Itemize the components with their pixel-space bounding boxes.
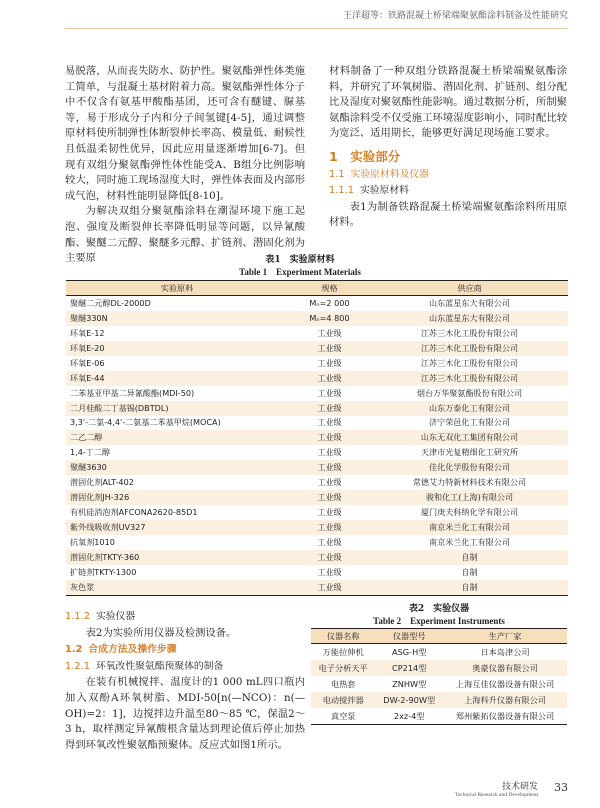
journal-name-en: Technical Research and Development xyxy=(454,792,538,798)
table2-caption-en: Table 2 Experiment Instruments xyxy=(373,616,505,626)
table-cell: 万能拉伸机 xyxy=(322,647,364,657)
subsubsection-number: 1.2.1 xyxy=(65,660,90,672)
table-cell: 南京米兰化工有限公司 xyxy=(371,520,568,535)
table-cell: 江苏三木化工股份有限公司 xyxy=(420,357,519,368)
table-cell: 工业级 xyxy=(288,341,371,356)
journal-footer xyxy=(455,779,538,798)
table-cell: 潜固化剂ALT-402 xyxy=(70,477,134,488)
subsubsection-title: 环氧改性聚氨酯预聚体的制备 xyxy=(95,660,224,672)
subsection-title: 合成方法及操作步骤 xyxy=(88,644,177,656)
subsection-heading xyxy=(329,167,567,183)
paragraph: 表1为制备铁路混凝土桥梁端聚氨酯涂料所用原材料。 xyxy=(329,200,567,229)
table-row xyxy=(66,356,568,371)
table-cell: 天津市光复精细化工研究所 xyxy=(420,447,519,458)
table-cell: 上海互佳仪器设备有限公司 xyxy=(455,679,555,689)
table-row xyxy=(66,505,568,520)
instruments-table xyxy=(311,628,567,725)
table-header-row xyxy=(66,281,568,296)
table-cell: 工业级 xyxy=(288,580,371,595)
table-cell: Mₙ=2 000 xyxy=(309,298,350,309)
running-header: 王洋超等：铁路混凝土桥梁端聚氨酯涂料制备及性能研究 xyxy=(342,11,568,21)
paragraph: 材料制备了一种双组分铁路混凝土桥梁端聚氨酯涂料，并研究了环氧树脂、潜固化剂、扩链剂、组分配比及湿度对聚氨酯性能影响。通过数据分析，所制聚氨酯涂料受不仅受施工环境湿度影响小，同时配比较为宽泛、适用期长，能够更好满足现场施工要求。 xyxy=(329,65,567,140)
table-cell: 有机硅消泡剂AFCONA2620-85D1 xyxy=(70,507,198,518)
subsubsection-heading xyxy=(65,659,305,675)
column-header: 供应商 xyxy=(371,281,568,296)
table-row xyxy=(311,708,567,725)
table-row xyxy=(66,326,568,341)
subsubsection-heading xyxy=(65,609,305,625)
table-cell: 骏和化工(上海)有限公司 xyxy=(371,490,568,505)
table-cell: 工业级 xyxy=(288,490,371,505)
materials-table xyxy=(66,280,568,596)
table-cell: 聚醚二元醇DL-2000D xyxy=(70,297,151,308)
table-row xyxy=(66,475,568,490)
table-cell: 潜固化剂JH-326 xyxy=(66,490,288,505)
table2-caption-zh: 表2 实验仪器 xyxy=(408,604,470,614)
table-cell: 自制 xyxy=(461,566,478,577)
table-cell: 工业级 xyxy=(288,430,371,445)
table-row xyxy=(66,416,568,431)
table-cell: 灰色浆 xyxy=(66,580,288,595)
table-row xyxy=(311,692,567,708)
subsection-heading xyxy=(65,642,305,658)
table-row xyxy=(66,311,568,326)
column-header: 仪器型号 xyxy=(375,629,443,644)
table-cell: 电子分析天平 xyxy=(311,660,375,676)
table-cell: 二乙二醇 xyxy=(66,430,288,445)
table-row xyxy=(66,580,568,595)
table-cell: 工业级 xyxy=(317,477,342,488)
table-cell: 环氧E-12 xyxy=(70,327,105,338)
table-row xyxy=(311,660,567,676)
table-cell: Mₙ=4 800 xyxy=(288,311,371,326)
table-cell: 二苯基亚甲基二异氰酸酯(MDI-50) xyxy=(70,387,195,398)
table-cell: 环氧E-06 xyxy=(70,357,105,368)
table-cell: 江苏三木化工股份有限公司 xyxy=(371,371,568,386)
table-row xyxy=(66,565,568,580)
journal-name: 技术研发 xyxy=(501,782,538,792)
table1-caption-zh: 表1 实验原材料 xyxy=(265,255,335,265)
table-cell: 工业级 xyxy=(317,387,342,398)
table-cell: 聚醚3630 xyxy=(66,460,288,475)
subsubsection-title: 实验原材料 xyxy=(359,185,409,197)
section-number: 1 xyxy=(329,148,338,164)
table-row xyxy=(66,296,568,311)
column-header: 生产厂家 xyxy=(443,629,567,644)
table-cell: 佳化化学股份有限公司 xyxy=(371,460,568,475)
right-column xyxy=(329,64,567,231)
paragraph: 在装有机械搅拌、温度计的1 000 mL四口瓶内加入双酚A环氧树脂、MDI-50[n(—NCO)：n(—OH)=2：1]，边搅拌边升温至80～85 ℃，保温2～3 h，取样测定异氰酸根含量达到理论值后停止加热得到环氧改性聚氨酯预聚体。反应式如图1所示。 xyxy=(65,676,305,751)
table-cell: 工业级 xyxy=(317,536,342,547)
table-cell: 常德艾力特新材料技术有限公司 xyxy=(412,477,527,488)
table-cell: 自制 xyxy=(371,550,568,565)
left-column xyxy=(65,64,305,267)
table-row xyxy=(66,371,568,386)
table-cell: 郑州紫拓仪器设备有限公司 xyxy=(443,708,567,725)
table-cell: 3,3'-二氯-4,4'-二氨基二苯基甲烷(MOCA) xyxy=(70,417,221,428)
table-row xyxy=(311,676,567,692)
table-cell: 工业级 xyxy=(317,327,342,338)
paragraph: 为解决双组分聚氨酯涂料在潮湿环境下施工起泡、强度及断裂伸长率降低明显等问题，以异氰酸酯、聚醚二元醇、聚醚多元醇、扩链剂、潜固化剂为主要原 xyxy=(65,205,305,265)
table-cell: 日本岛津公司 xyxy=(480,647,530,657)
table-cell: ZNHW型 xyxy=(392,679,427,689)
table-cell: CP214型 xyxy=(375,660,443,676)
table-cell: 1,4-丁二醇 xyxy=(70,447,111,458)
subsection-title: 实验原材料及仪器 xyxy=(350,168,429,180)
table-cell: 环氧E-20 xyxy=(66,341,288,356)
table-cell: 电动搅拌器 xyxy=(311,692,375,708)
table-cell: 工业级 xyxy=(317,566,342,577)
table-cell: 工业级 xyxy=(288,460,371,475)
table-cell: 江苏三木化工股份有限公司 xyxy=(420,327,519,338)
column-header: 仪器名称 xyxy=(311,629,375,644)
table-cell: DW-2-90W型 xyxy=(375,692,443,708)
table-row xyxy=(311,644,567,661)
subsection-number: 1.1 xyxy=(329,168,345,180)
table-cell: 真空泵 xyxy=(311,708,375,725)
section-heading xyxy=(329,149,567,165)
section-title: 实验部分 xyxy=(350,148,401,164)
table-row xyxy=(66,341,568,356)
table-cell: 上海科升仪器有限公司 xyxy=(443,692,567,708)
subsubsection-title: 实验仪器 xyxy=(95,611,136,622)
table-cell: 扩链剂TKTY-1300 xyxy=(70,566,137,577)
table-cell: 紫外线吸收剂UV327 xyxy=(66,520,288,535)
table-row xyxy=(66,550,568,565)
table-row xyxy=(66,520,568,535)
table-cell: 工业级 xyxy=(317,507,342,518)
subsection-number: 1.2 xyxy=(65,644,83,656)
table-cell: 山东万泰化工有限公司 xyxy=(371,401,568,416)
table-cell: 工业级 xyxy=(288,520,371,535)
table-cell: 工业级 xyxy=(317,417,342,428)
table-cell: 江苏三木化工股份有限公司 xyxy=(371,341,568,356)
table1-caption-en: Table 1 Experiment Materials xyxy=(239,267,361,277)
table-cell: ASG-H型 xyxy=(392,647,427,657)
table-row xyxy=(66,430,568,445)
table-cell: 济宁荣邑化工有限公司 xyxy=(429,417,510,428)
subsubsection-heading xyxy=(329,183,567,199)
table-cell: 山东蓝星东大有限公司 xyxy=(371,311,568,326)
table-cell: 聚醚330N xyxy=(66,311,288,326)
table-header-row xyxy=(311,629,567,644)
table-cell: 工业级 xyxy=(288,401,371,416)
table-cell: 自制 xyxy=(371,580,568,595)
table-cell: 工业级 xyxy=(317,357,342,368)
table-cell: 工业级 xyxy=(288,550,371,565)
table-row xyxy=(66,401,568,416)
table-row xyxy=(66,490,568,505)
paragraph: 表2为实验所用仪器及检测设备。 xyxy=(85,626,237,639)
table-cell: 工业级 xyxy=(317,447,342,458)
table-cell: 二月桂酸二丁基锡(DBTDL) xyxy=(66,401,288,416)
table-cell: 电热套 xyxy=(330,679,356,689)
table-cell: 南京米兰化工有限公司 xyxy=(429,536,510,547)
table-row xyxy=(66,386,568,401)
header-divider xyxy=(65,28,568,29)
table-row xyxy=(66,535,568,550)
left-column-bottom xyxy=(65,608,305,753)
table-cell: 抗氧剂1010 xyxy=(70,536,115,547)
table-cell: 山东蓝星东大有限公司 xyxy=(429,297,510,308)
table-cell: 环氧E-44 xyxy=(66,371,288,386)
page-number: 33 xyxy=(554,781,568,794)
table-cell: 奥豪仪器有限公司 xyxy=(443,660,567,676)
column-header: 规格 xyxy=(288,281,371,296)
table-row xyxy=(66,445,568,460)
table-cell: 山东无双化工集团有限公司 xyxy=(371,430,568,445)
table-row xyxy=(66,460,568,475)
table-cell: 烟台万华聚氨酯股份有限公司 xyxy=(416,387,523,398)
paragraph: 易脱落，从而丧失防水、防护性。聚氨酯弹性体类施工简单，与混凝土基材附着力高。聚氨酯弹性体分子中不仅含有氨基甲酸酯基团，还可含有醚键、脲基等，易于形成分子内和分子间氢键[4-5]，通过调整原材料使所制弹性体断裂伸长率高、模量低、耐候性且低温柔韧性优异，因此应用量逐渐增加[6-7]。但现有双组分聚氨酯弹性体性能受A、B组分比例影响较大，同时施工现场湿度大时，弹性体表面及内部形成气泡，材料性能明显降低[8-10]。 xyxy=(65,65,305,202)
column-header: 实验原料 xyxy=(66,281,288,296)
table-cell: 潜固化剂TKTY-360 xyxy=(66,550,288,565)
table-cell: 工业级 xyxy=(288,371,371,386)
table-cell: 2xz-4型 xyxy=(375,708,443,725)
table-cell: 厦门庚夫科纳化学有限公司 xyxy=(420,507,519,518)
subsubsection-number: 1.1.2 xyxy=(65,611,90,622)
subsubsection-number: 1.1.1 xyxy=(329,185,354,197)
